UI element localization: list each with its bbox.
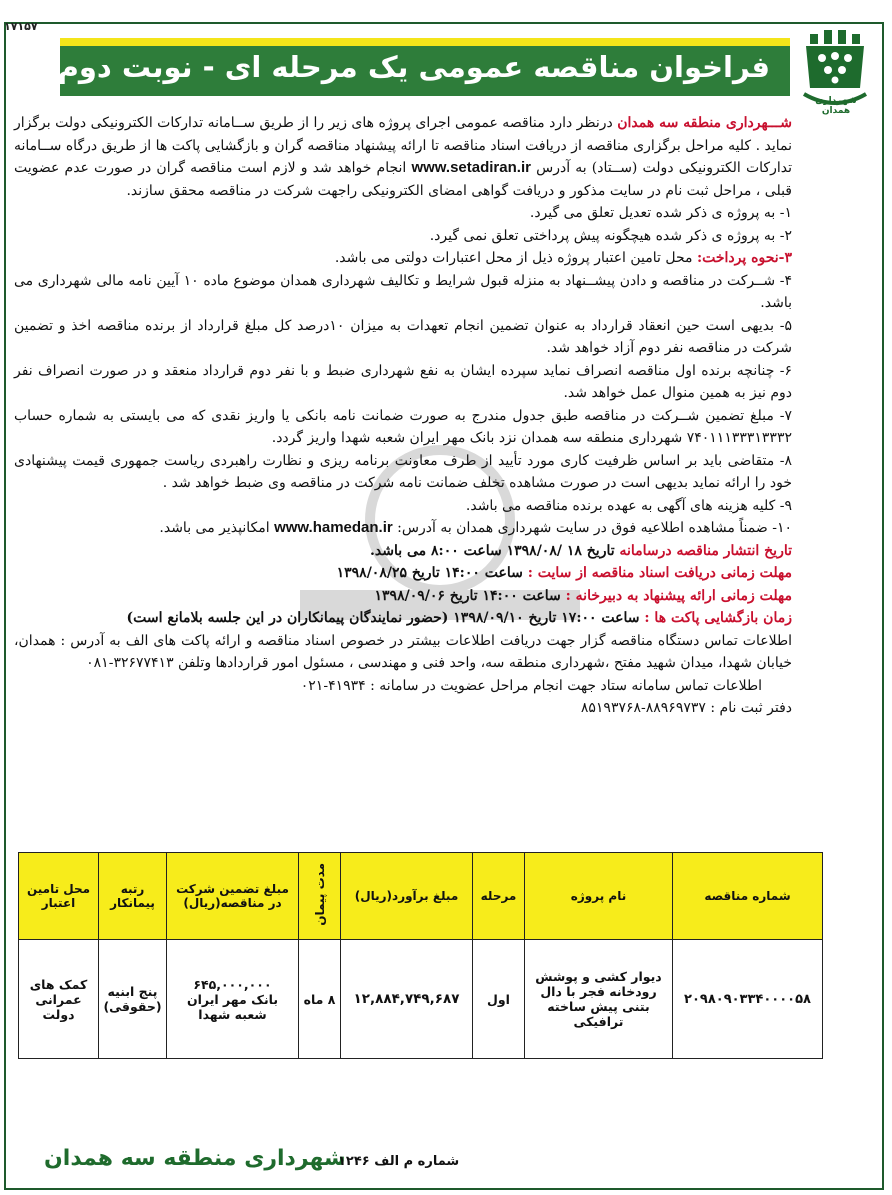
hamedan-link[interactable]: www.hamedan.ir [274,519,393,536]
header-funding: محل تامین اعتبار [19,853,99,940]
item-7: ۷- مبلغ تضمین شــرکت در مناقصه طبق جدول مندرج به صورت ضمانت نامه بانکی یا واریز نقدی که می بایستی به شماره حساب ۷۴۰۱۱۱۳۳۳۱۳۳۳۲ شهرداری منطقه سه همدان نزد بانک مهر ایران شعبه شهدا واریز گردد. [14,407,792,446]
header-duration: مدت پیمان [299,853,341,940]
opening-time: زمان بازگشایی پاکت ها : ساعت ۱۷:۰۰ تاریخ ۱۳۹۸/۰۹/۱۰ (حضور نمایندگان پیمانکاران در این جلسه بلامانع است) [126,610,792,626]
item-2: ۲- به پروژه ی ذکر شده هیچگونه پیش پرداختی تعلق نمی گیرد. [429,227,792,244]
footer-ad-number: شماره م الف ۱۲۴۶ [338,1154,460,1169]
header-bar [57,38,790,96]
cell-stage: اول [473,940,525,1059]
publish-date: تاریخ انتشار مناقصه درسامانه تاریخ ۱۸ /۱۳۹۸/۰۸ ساعت ۸:۰۰ می باشد. [369,542,792,559]
cell-guarantee [167,940,299,1059]
header-guarantee: مبلغ تضمین شرکت در مناقصه(ریال) [167,853,299,940]
submit-deadline: مهلت زمانی ارائه پیشنهاد به دبیرخانه : ساعت ۱۴:۰۰ تاریخ ۱۳۹۸/۰۹/۰۶ [374,587,792,604]
intro-paragraph: شـــهرداری منطقه سه همدان درنظر دارد مناقصه عمومی اجرای پروژه های زیر را از طریق ســامانه تدارکات الکترونیکی دولت برگزار نماید . کلیه مراحل برگزاری مناقصه از دریافت اسناد مناقصه تا ارائه پیشنهاد مناقصه گران و بازگشایی پاکت ها از طریق درگاه ســامانه تدارکات الکترونیکی دولت (ســتاد) به آدرس www.setadiran.ir انجام خواهد شد و لازم است مناقصه گران در صورت عدم عضویت قبلی ، مراحل ثبت نام در سایت مذکور و دریافت گواهی امضای الکترونیکی راجهت شرکت در مناقصه محقق سازند. [14,115,792,199]
header-project-name: نام پروژه [525,853,673,940]
item-9: ۹- کلیه هزینه های آگهی به عهده برنده مناقصه می باشد. [465,497,792,514]
logo-text: شهرداری همدان [815,96,857,116]
registration-office: دفتر ثبت نام : ۸۸۹۶۹۷۳۷-۸۵۱۹۳۷۶۸ [580,700,792,716]
item-5: ۵- بدیهی است حین انعقاد قرارداد به عنوان تضمین انجام تعهدات به میزان ۱۰درصد کل مبلغ قرارداد از برنده مناقصه اخذ و تضمین شرکت در مناقصه نفر دوم آزاد خواهد شد. [14,317,792,356]
page-title: فراخوان مناقصه عمومی یک مرحله ای - نوبت دوم [57,50,770,84]
cell-duration: ۸ ماه [299,940,341,1059]
tender-table [19,852,823,1059]
ad-code: ۱۷۱۵۷ [4,20,38,33]
receive-deadline: مهلت زمانی دریافت اسناد مناقصه از سایت : ساعت ۱۴:۰۰ تاریخ ۱۳۹۸/۰۸/۲۵ [336,565,792,581]
header-grade: رتبه پیمانکار [99,853,167,940]
table-row [19,940,823,1059]
footer [0,1140,892,1180]
announcement-body [14,112,792,720]
item-6: ۶- چنانچه برنده اول مناقصه انصراف نماید سپرده ایشان به نفع شهرداری ضبط و با نفر دوم قرارداد منعقد و در صورت انصراف نفر دوم نیز به همین منوال عمل خواهد شد. [14,362,792,401]
item-3: ۳-نحوه پرداخت: محل تامین اعتبار پروژه ذیل از محل اعتبارات دولتی می باشد. [334,250,792,266]
header-estimate: مبلغ برآورد(ریال) [341,853,473,940]
footer-org-name: شهرداری منطقه سه همدان [44,1146,346,1171]
setad-contact: اطلاعات تماس سامانه ستاد جهت انجام مراحل عضویت در سامانه : ۴۱۹۳۴-۰۲۱ [300,677,762,694]
setad-link[interactable]: www.setadiran.ir [411,159,531,176]
cell-funding: کمک های عمرانی دولت [19,940,99,1059]
item-8: ۸- متقاضی باید بر اساس ظرفیت کاری مورد تأیید از طرف معاونت برنامه ریزی و نظارت راهبردی ریاست جمهوری قیمت پیشنهادی خود را ارائه نماید بدیهی است در صورت مشاهده تخلف ضمانت نامه شرکت در مناقصه وی ضبط خواهد شد . [14,452,792,491]
guarantee-bank: بانک مهر ایران شعبه شهدا [186,991,279,1022]
item-4: ۴- شــرکت در مناقصه و دادن پیشــنهاد به منزله قبول شرایط و تکالیف شهرداری همدان موضوع ماده ۱۰ آیین نامه مالی شهرداری می باشد. [14,272,792,311]
item-10: ۱۰- ضمناً مشاهده اطلاعیه فوق در سایت شهرداری همدان به آدرس: www.hamedan.ir امکانپذیر می باشد. [159,519,792,536]
header-stage: مرحله [473,853,525,940]
header-tender-number: شماره مناقصه [673,853,823,940]
cell-grade: پنج ابنیه (حقوقی) [99,940,167,1059]
guarantee-amount: ۶۴۵,۰۰۰,۰۰۰ [193,976,272,992]
cell-project-name: دیوار کشی و پوشش رودخانه فجر با دال بتنی پیش ساخته ترافیکی [525,940,673,1059]
table-header-row [19,853,823,940]
item-1: ۱- به پروژه ی ذکر شده تعدیل تعلق می گیرد. [529,205,792,221]
cell-tender-number: ۲۰۹۸۰۹۰۳۳۴۰۰۰۰۵۸ [673,940,823,1059]
org-name: شـــهرداری منطقه سه همدان [617,115,792,131]
cell-estimate: ۱۲,۸۸۴,۷۴۹,۶۸۷ [341,940,473,1059]
contact-info: اطلاعات تماس دستگاه مناقصه گزار جهت دریافت اطلاعات بیشتر در خصوص اسناد مناقصه و ارائه پاکت های الف به آدرس : همدان، خیابان شهدا، میدان شهید مفتح ،شهرداری منطقه سه، واحد فنی و مهندسی ، مسئول امور قراردادها وتلفن ۳۲۶۷۷۴۱۳-۰۸۱ [14,632,792,671]
